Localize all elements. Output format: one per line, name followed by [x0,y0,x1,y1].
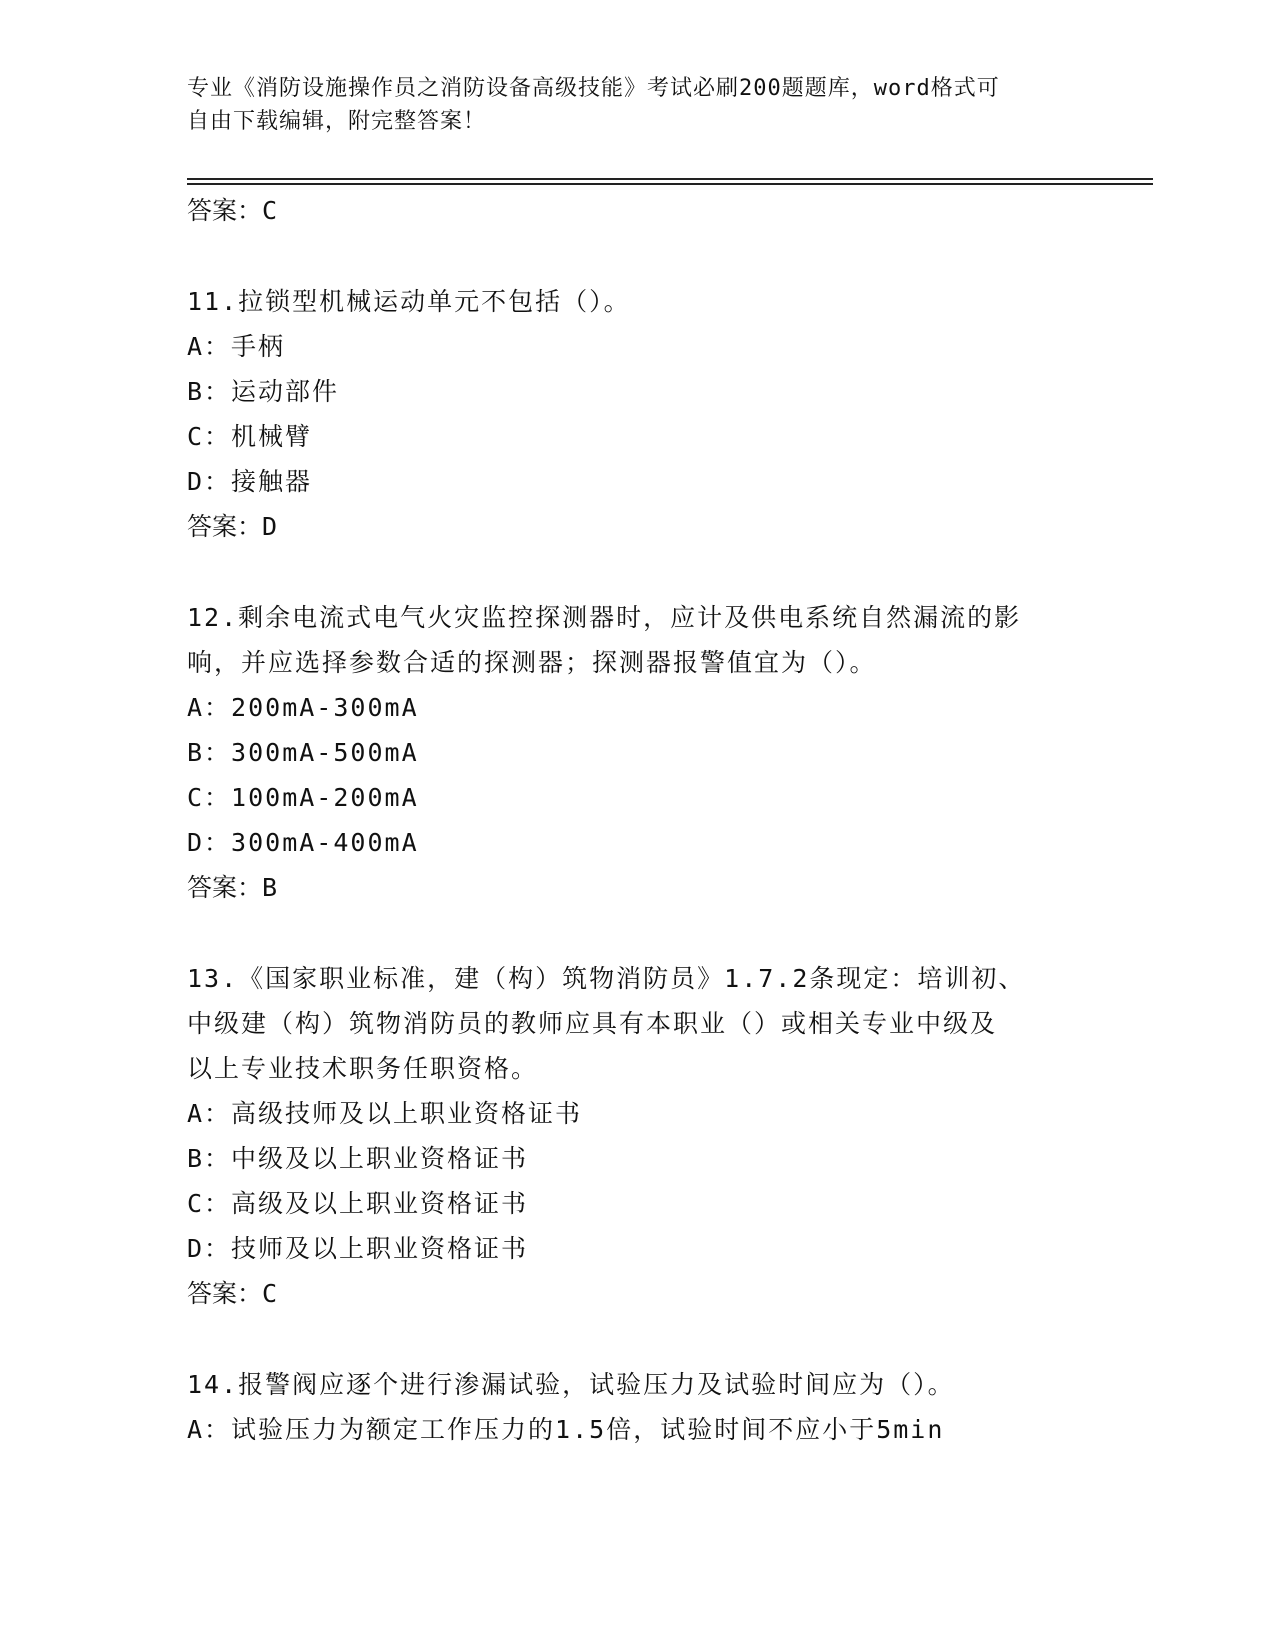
question-list [187,188,1087,1452]
question-stem: 响，并应选择参数合适的探测器；探测器报警值宜为（）。 [187,648,877,677]
option-a: A：试验压力为额定工作压力的1.5倍，试验时间不应小于5min [187,1415,945,1444]
question-stem: 11.拉锁型机械运动单元不包括（）。 [187,287,631,316]
question-stem: 14.报警阀应逐个进行渗漏试验，试验压力及试验时间应为（）。 [187,1370,955,1399]
option-d: D：300mA-400mA [187,828,419,857]
question-stem: 13.《国家职业标准，建（构）筑物消防员》1.7.2条现定：培训初、 [187,964,1026,993]
header-divider-top [187,178,1153,180]
question-14 [187,1362,1087,1452]
spacer [187,1316,1087,1362]
option-b: B：运动部件 [187,377,340,406]
option-b: B：300mA-500mA [187,738,419,767]
header-divider-bottom [187,183,1153,185]
option-d: D：接触器 [187,467,313,496]
option-c: C：高级及以上职业资格证书 [187,1189,529,1218]
answer: 答案：D [187,512,278,541]
answer: 答案：C [187,1279,278,1308]
option-b: B：中级及以上职业资格证书 [187,1144,529,1173]
header-line-1: 专业《消防设施操作员之消防设备高级技能》考试必刷200题题库，word格式可 [187,76,1000,101]
option-c: C：机械臂 [187,422,313,451]
question-stem: 12.剩余电流式电气火灾监控探测器时，应计及供电系统自然漏流的影 [187,603,1022,632]
option-a: A：手柄 [187,332,286,361]
answer: 答案：B [187,873,278,902]
spacer [187,910,1087,956]
previous-answer: 答案：C [187,196,278,225]
option-c: C：100mA-200mA [187,783,419,812]
document-header [187,72,1087,138]
question-12 [187,595,1087,910]
question-stem: 以上专业技术职务任职资格。 [187,1054,539,1083]
spacer [187,233,1087,279]
question-11 [187,279,1087,549]
option-a: A：高级技师及以上职业资格证书 [187,1099,583,1128]
spacer [187,549,1087,595]
header-line-2: 自由下载编辑，附完整答案！ [187,109,487,134]
question-stem: 中级建（构）筑物消防员的教师应具有本职业（）或相关专业中级及 [187,1009,998,1038]
option-a: A：200mA-300mA [187,693,419,722]
question-13 [187,956,1087,1316]
option-d: D：技师及以上职业资格证书 [187,1234,529,1263]
